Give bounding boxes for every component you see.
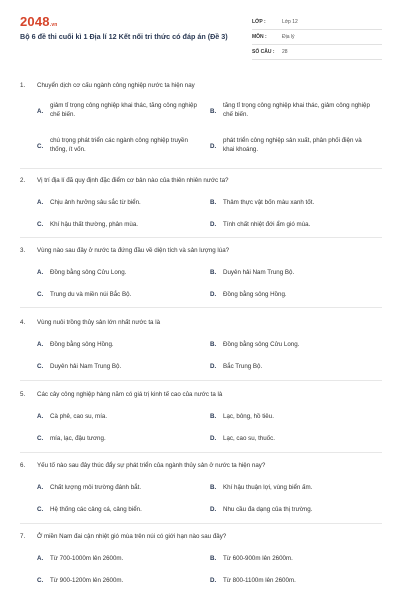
question-number: 2. bbox=[20, 177, 26, 184]
divider bbox=[20, 452, 382, 453]
option-text: Thảm thực vật bốn màu xanh tốt. bbox=[223, 199, 315, 206]
option-letter: C. bbox=[37, 577, 44, 584]
question-2 bbox=[20, 177, 382, 228]
question-number: 1. bbox=[20, 82, 26, 89]
question-number: 7. bbox=[20, 533, 26, 540]
divider bbox=[20, 380, 382, 381]
divider bbox=[20, 168, 382, 169]
question-text: Vùng nuôi trồng thủy sản lớn nhất nước ta là bbox=[37, 319, 161, 326]
option-text: Duyên hải Nam Trung Bộ. bbox=[50, 363, 122, 370]
option-letter: C. bbox=[37, 221, 44, 228]
option-letter: A. bbox=[37, 413, 44, 420]
meta-value: 28 bbox=[282, 49, 288, 55]
option-text: Duyên hải Nam Trung Bộ. bbox=[223, 269, 295, 276]
option-letter: A. bbox=[37, 269, 44, 276]
option-letter: D. bbox=[210, 363, 217, 370]
option-text: Đồng bằng sông Hồng. bbox=[50, 341, 114, 348]
option-text: Chịu ảnh hưởng sâu sắc từ biển. bbox=[50, 199, 141, 206]
question-number: 6. bbox=[20, 462, 26, 469]
question-number: 5. bbox=[20, 391, 26, 398]
option-text: tăng tỉ trọng công nghiệp khai thác, giảm công nghiệp chế biến. bbox=[223, 102, 370, 118]
option-letter: D. bbox=[210, 291, 217, 298]
option-text: Đồng bằng sông Hồng. bbox=[223, 291, 287, 298]
question-text: Vùng nào sau đây ở nước ta đứng đầu về diện tích và sản lượng lúa? bbox=[37, 247, 230, 254]
divider bbox=[20, 523, 382, 524]
meta-label: SỐ CÂU : bbox=[252, 49, 275, 55]
option-letter: B. bbox=[210, 269, 217, 276]
option-text: chú trọng phát triển các ngành công nghiệp truyền thống, ít vốn. bbox=[50, 137, 188, 153]
option-letter: D. bbox=[210, 221, 217, 228]
option-letter: A. bbox=[37, 341, 44, 348]
logo-text: 2048 bbox=[20, 14, 50, 29]
option-letter: A. bbox=[37, 484, 44, 491]
site-logo[interactable] bbox=[20, 14, 58, 29]
option-text: Nhu cầu đa dạng của thị trường. bbox=[223, 506, 313, 513]
option-letter: C. bbox=[37, 143, 44, 150]
question-3 bbox=[20, 247, 382, 298]
question-6 bbox=[20, 462, 382, 513]
option-text: giảm tỉ trọng công nghiệp khai thác, tăng công nghiệp chế biến. bbox=[50, 102, 197, 118]
question-text: Chuyển dịch cơ cấu ngành công nghiệp nước ta hiện nay bbox=[37, 82, 195, 89]
option-text: Lạc, cao su, thuốc. bbox=[223, 435, 275, 442]
option-text: Từ 700-1000m lên 2600m. bbox=[50, 555, 124, 562]
option-text: Từ 900-1200m lên 2600m. bbox=[50, 577, 124, 584]
option-letter: C. bbox=[37, 435, 44, 442]
option-letter: C. bbox=[37, 363, 44, 370]
meta-value: Địa lý bbox=[282, 34, 295, 40]
option-letter: B. bbox=[210, 555, 217, 562]
option-text: Chất lượng môi trường đánh bắt. bbox=[50, 484, 142, 491]
question-line bbox=[20, 462, 382, 472]
meta-row-subject bbox=[252, 30, 382, 45]
option-letter: A. bbox=[37, 108, 44, 115]
question-line bbox=[20, 177, 382, 187]
header bbox=[20, 14, 382, 64]
option-letter: D. bbox=[210, 506, 217, 513]
option-letter: B. bbox=[210, 484, 217, 491]
option-text: mía, lạc, đậu tương. bbox=[50, 435, 106, 442]
option-letter: B. bbox=[210, 413, 217, 420]
document-title: Bộ 6 đề thi cuối kì 1 Địa lí 12 Kết nối tri thức có đáp án (Đề 3) bbox=[20, 32, 228, 41]
divider bbox=[20, 307, 382, 308]
meta-info bbox=[252, 15, 382, 60]
option-letter: B. bbox=[210, 341, 217, 348]
option-text: Khí hậu thuận lợi, vùng biển ấm. bbox=[223, 484, 313, 491]
question-line bbox=[20, 533, 382, 543]
option-letter: C. bbox=[37, 291, 44, 298]
option-text: Bắc Trung Bộ. bbox=[223, 363, 263, 370]
option-letter: A. bbox=[37, 199, 44, 206]
question-7 bbox=[20, 533, 382, 584]
option-letter: B. bbox=[210, 108, 217, 115]
option-letter: D. bbox=[210, 143, 217, 150]
question-line bbox=[20, 391, 382, 401]
option-letter: D. bbox=[210, 435, 217, 442]
question-line bbox=[20, 319, 382, 329]
option-text: Tính chất nhiệt đới ẩm gió mùa. bbox=[223, 221, 311, 228]
option-text: Khí hậu thất thường, phân mùa. bbox=[50, 221, 139, 228]
meta-row-count bbox=[252, 45, 382, 60]
meta-value: Lớp 12 bbox=[282, 19, 298, 25]
option-text: Từ 600-900m lên 2600m. bbox=[223, 555, 293, 562]
meta-label: MÔN : bbox=[252, 34, 267, 40]
meta-label: LỚP : bbox=[252, 19, 266, 25]
question-1 bbox=[20, 82, 382, 153]
question-number: 3. bbox=[20, 247, 26, 254]
question-line bbox=[20, 247, 382, 257]
option-text: Cà phê, cao su, mía. bbox=[50, 413, 108, 420]
option-letter: B. bbox=[210, 199, 217, 206]
question-4 bbox=[20, 319, 382, 370]
question-5 bbox=[20, 391, 382, 442]
logo-suffix: .vn bbox=[49, 22, 58, 28]
question-text: Các cây công nghiệp hàng năm có giá trị kinh tế cao của nước ta là bbox=[37, 391, 223, 398]
question-text: Yếu tố nào sau đây thúc đẩy sự phát triển của ngành thủy sản ở nước ta hiện nay? bbox=[37, 462, 266, 469]
question-text: Ở miền Nam đai cận nhiệt gió mùa trên núi có giới hạn nào sau đây? bbox=[37, 533, 227, 540]
option-text: Trung du và miền núi Bắc Bộ. bbox=[50, 291, 132, 298]
question-line bbox=[20, 82, 382, 92]
option-text: phát triển công nghiệp sản xuất, phân phối điện và khai khoáng. bbox=[223, 137, 362, 153]
option-text: Đồng bằng sông Cửu Long. bbox=[223, 341, 300, 348]
divider bbox=[20, 237, 382, 238]
option-letter: A. bbox=[37, 555, 44, 562]
option-letter: C. bbox=[37, 506, 44, 513]
option-text: Từ 800-1100m lên 2600m. bbox=[223, 577, 296, 584]
option-text: Lạc, bông, hồ tiêu. bbox=[223, 413, 274, 420]
option-text: Đồng bằng sông Cửu Long. bbox=[50, 269, 127, 276]
option-text: Hệ thống các cảng cá, cảng biển. bbox=[50, 506, 142, 513]
meta-row-class bbox=[252, 15, 382, 30]
question-text: Vị trí địa lí đã quy định đặc điểm cơ bản nào của thiên nhiên nước ta? bbox=[37, 177, 229, 184]
question-number: 4. bbox=[20, 319, 26, 326]
option-letter: D. bbox=[210, 577, 217, 584]
